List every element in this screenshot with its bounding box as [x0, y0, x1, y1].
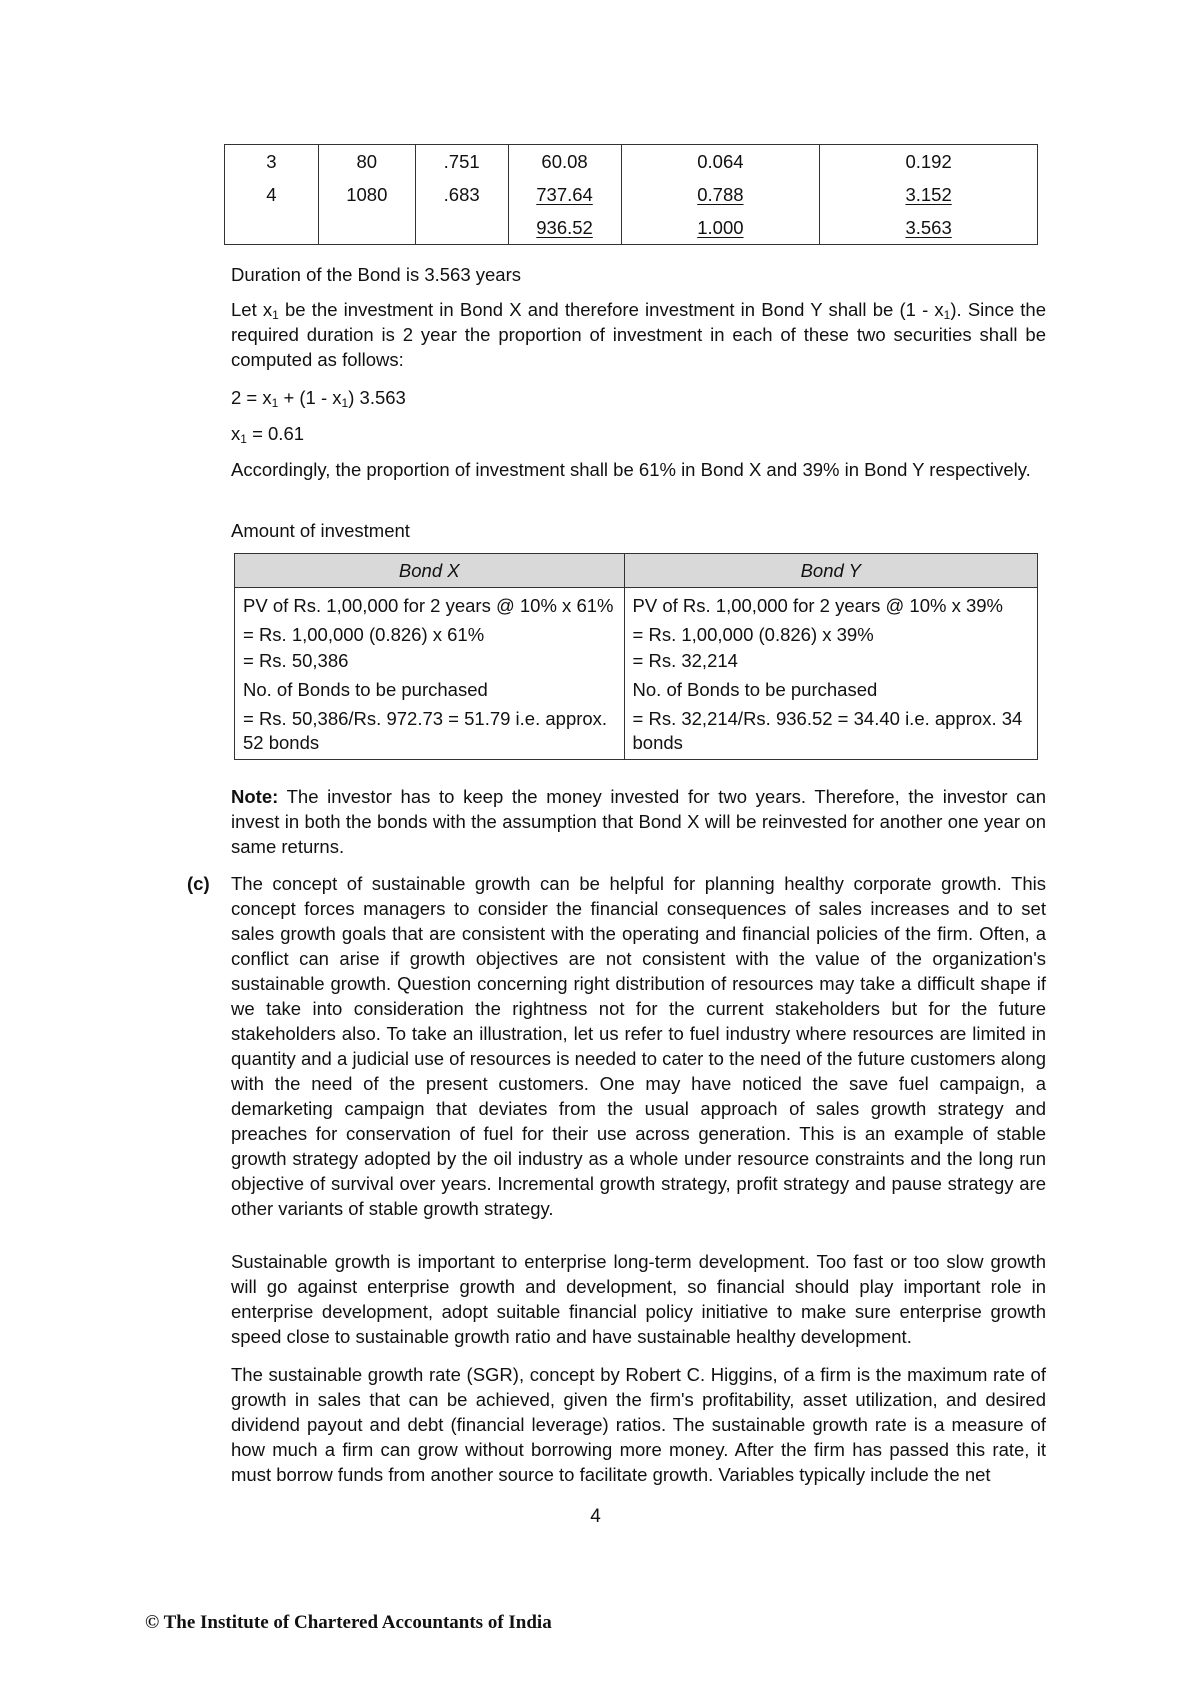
table-cell: .751 [415, 145, 508, 179]
cell-line: = Rs. 32,214/Rs. 936.52 = 34.40 i.e. approx. 34 bonds [632, 708, 1023, 753]
footer-copyright: © The Institute of Chartered Accountants of India [145, 1612, 552, 1633]
equation-duration: $2 = x_1 + (1 - x_1)$ 3.563 [231, 387, 406, 410]
table-cell [508, 178, 621, 211]
table-cell: .683 [415, 178, 508, 211]
duration-table [224, 144, 1038, 245]
cell-line: No. of Bonds to be purchased [243, 679, 488, 700]
table-cell: 0.192 [820, 145, 1038, 179]
table-cell [820, 178, 1038, 211]
table-cell [318, 211, 415, 245]
cell-value: 1.000 [697, 216, 744, 238]
cell-line: = Rs. 1,00,000 (0.826) x 61% [243, 624, 485, 645]
cell-line: = Rs. 1,00,000 (0.826) x 39% [632, 624, 874, 645]
cell-line: PV of Rs. 1,00,000 for 2 years @ 10% x 61% [243, 595, 614, 616]
cell-line: = Rs. 50,386/Rs. 972.73 = 51.79 i.e. approx. 52 bonds [243, 708, 608, 753]
note-paragraph: Note: The investor has to keep the money invested for two years. Therefore, the investor can invest in both the bonds with the assumption that Bond X will be reinvested for another one year on same returns. [231, 786, 1046, 857]
table-row [225, 178, 1038, 211]
duration-statement: Duration of the Bond is 3.563 years [231, 264, 522, 285]
cell-value: 3.563 [905, 216, 952, 238]
table-cell: 60.08 [508, 145, 621, 179]
table-cell: 80 [318, 145, 415, 179]
section-label: (c) [187, 873, 210, 894]
table-cell [508, 211, 621, 245]
table-cell [621, 211, 820, 245]
cell-value: 3.152 [905, 183, 952, 205]
proportion-paragraph: Accordingly, the proportion of investment shall be 61% in Bond X and 39% in Bond Y respectively. [231, 459, 1031, 480]
table-cell: 3 [225, 145, 319, 179]
column-header-bond-x: Bond X [235, 554, 625, 588]
bond-x-cell [235, 588, 625, 760]
investment-paragraph: Let $x_1$ be the investment in Bond X and therefore investment in Bond Y shall be $(1 - x_1)$. Since the required duration is 2 year the proportion of investment in each of these two securities shall be computed as follows: [231, 299, 1047, 370]
note-label: Note: [231, 786, 279, 807]
table-row [225, 145, 1038, 179]
table-cell [225, 211, 319, 245]
table-cell [415, 211, 508, 245]
table-header-row [235, 554, 1038, 588]
amount-label: Amount of investment [231, 520, 410, 541]
cell-line: = Rs. 50,386 [243, 650, 349, 671]
investment-table [234, 553, 1038, 760]
cell-line: = Rs. 32,214 [632, 650, 738, 671]
table-cell [820, 211, 1038, 245]
table-row [225, 211, 1038, 245]
table-cell: 1080 [318, 178, 415, 211]
table-cell: 4 [225, 178, 319, 211]
cell-value: 0.788 [697, 183, 744, 205]
section-c-paragraph-3: The sustainable growth rate (SGR), concept by Robert C. Higgins, of a firm is the maximum rate of growth in sales that can be achieved, given the firm's profitability, asset utilization, and desired dividend payout and debt (financial leverage) ratios. The sustainable growth rate is a measure of how much a firm can grow without borrowing more money. After the firm has passed this rate, it must borrow funds from another source to facilitate growth. Variables typically include the net [231, 1364, 1046, 1485]
cell-value: 936.52 [536, 216, 593, 238]
table-cell [621, 178, 820, 211]
cell-value: 737.64 [536, 183, 593, 205]
section-c-paragraph-2: Sustainable growth is important to enterprise long-term development. Too fast or too slow growth will go against enterprise growth and development, so financial should play important role in enterprise development, adopt suitable financial policy initiative to make sure enterprise growth speed close to sustainable growth ratio and have sustainable healthy development. [231, 1251, 1046, 1347]
table-cell: 0.064 [621, 145, 820, 179]
bond-y-cell [624, 588, 1037, 760]
page-number: 4 [590, 1506, 601, 1527]
cell-line: PV of Rs. 1,00,000 for 2 years @ 10% x 39% [632, 595, 1003, 616]
equation-result: $x_1 = 0.61$ [231, 423, 305, 446]
cell-line: No. of Bonds to be purchased [632, 679, 878, 700]
section-c-paragraph-1: The concept of sustainable growth can be helpful for planning healthy corporate growth. This concept forces managers to consider the financial consequences of sales increases and to set sales growth goals that are consistent with the operating and financial policies of the firm. Often, a conflict can arise if growth objectives are not consistent with the value of the organization's sustainable growth. Question concerning right distribution of resources may take a difficult shape if we take into consideration the rightness not for the current stakeholders but for the future stakeholders also. To take an illustration, let us refer to fuel industry where resources are limited in quantity and a judicial use of resources is needed to cater to the need of the future customers along with the need of the present customers. One may have noticed the save fuel campaign, a demarketing campaign that deviates from the usual approach of sales growth strategy and preaches for conservation of fuel for their use across generation. This is an example of stable growth strategy adopted by the oil industry as a whole under resource constraints and the long run objective of survival over years. Incremental growth strategy, profit strategy and pause strategy are other variants of stable growth strategy. [231, 873, 1046, 1219]
column-header-bond-y: Bond Y [624, 554, 1037, 588]
table-row [235, 588, 1038, 760]
